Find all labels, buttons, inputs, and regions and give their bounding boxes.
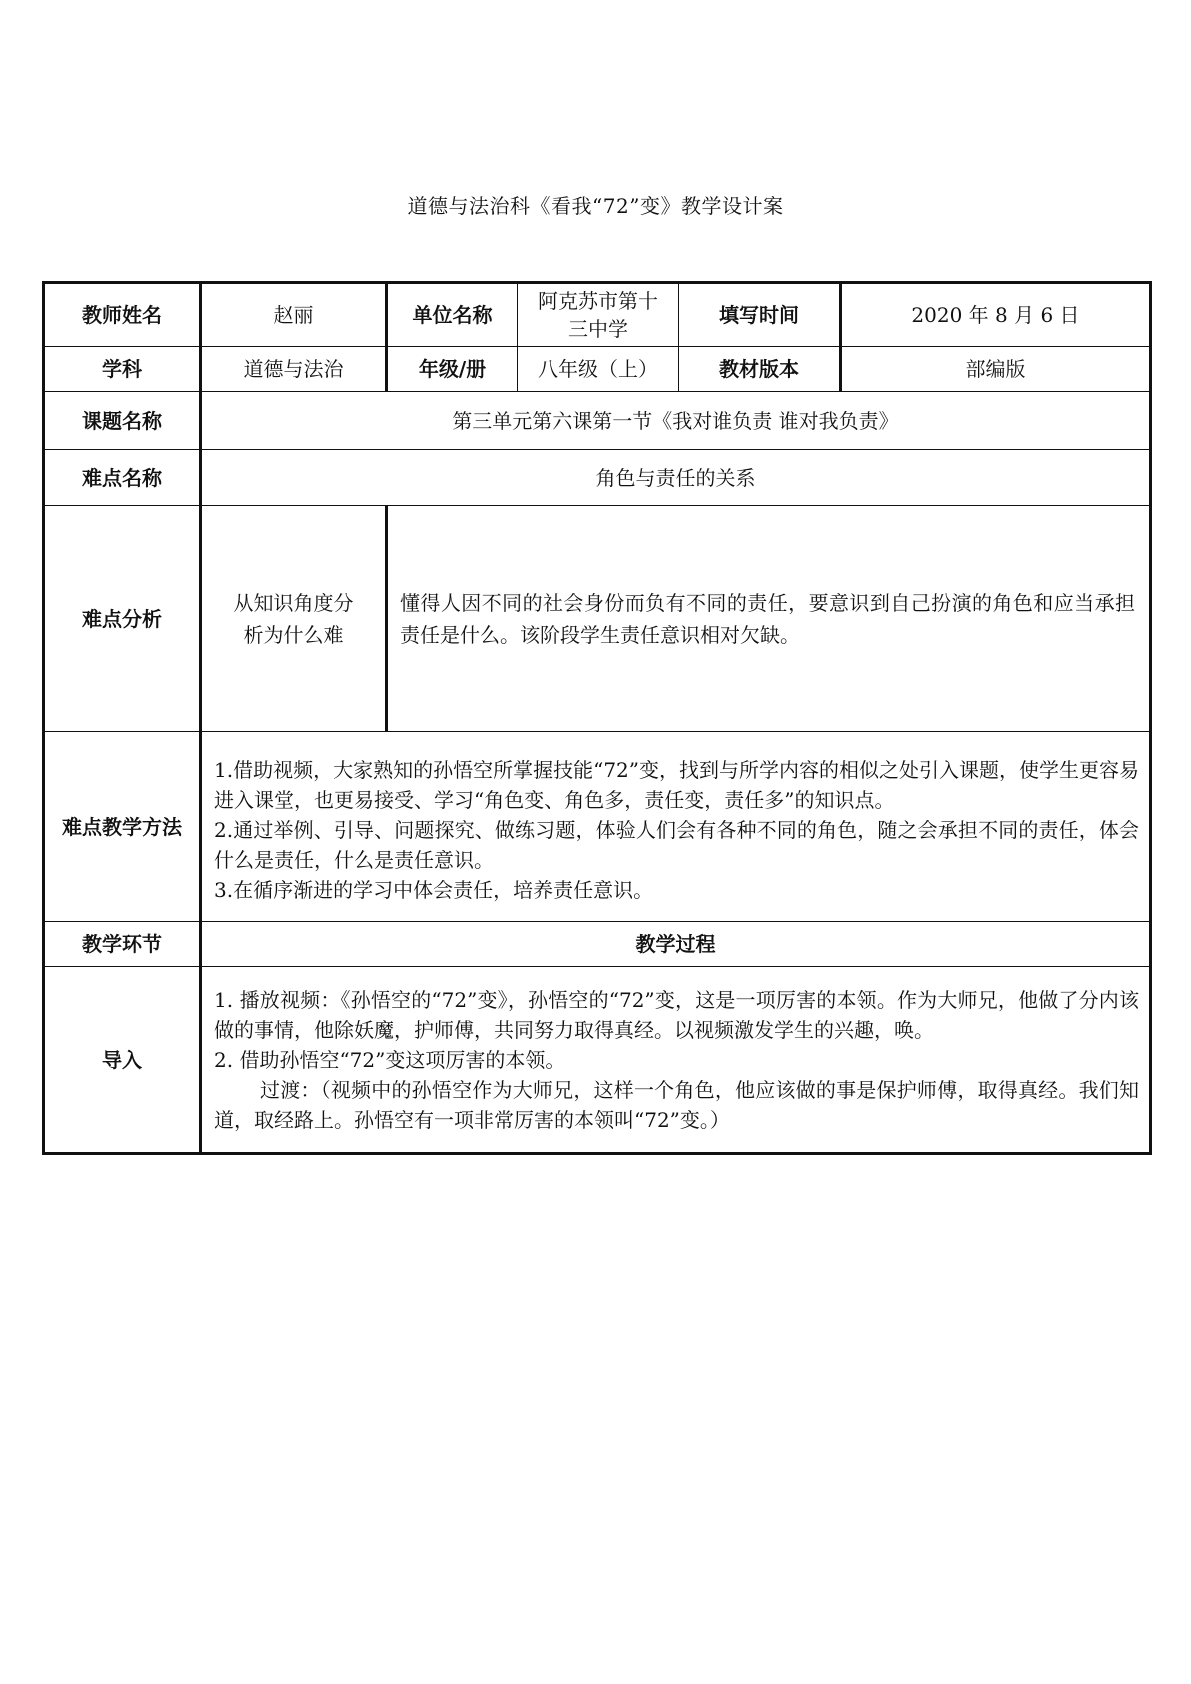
method-content (201, 732, 1151, 922)
edition-value: 部编版 (841, 347, 1151, 392)
analysis-label: 难点分析 (44, 506, 201, 732)
difficulty-value: 角色与责任的关系 (201, 450, 1151, 506)
difficulty-label: 难点名称 (44, 450, 201, 506)
subject-value: 道德与法治 (201, 347, 387, 392)
row-intro (44, 967, 1151, 1154)
grade-value: 八年级（上） (518, 347, 679, 392)
edition-label: 教材版本 (679, 347, 841, 392)
process-label: 教学过程 (201, 922, 1151, 967)
row-difficulty (44, 450, 1151, 506)
row-teacher (44, 283, 1151, 347)
lesson-plan-table (42, 281, 1152, 1155)
stage-label: 教学环节 (44, 922, 201, 967)
subject-label: 学科 (44, 347, 201, 392)
intro-item-2: 2. 借助孙悟空“72”变这项厉害的本领。 (214, 1047, 566, 1072)
row-method (44, 732, 1151, 922)
grade-label: 年级/册 (387, 347, 518, 392)
row-subject (44, 347, 1151, 392)
method-item-3: 3.在循序渐进的学习中体会责任，培养责任意识。 (214, 877, 654, 902)
method-item-2: 2.通过举例、引导、问题探究、做练习题，体验人们会有各种不同的角色，随之会承担不同的责任，体会什么是责任，什么是责任意识。 (214, 817, 1139, 872)
intro-label: 导入 (44, 967, 201, 1154)
analysis-value: 懂得人因不同的社会身份而负有不同的责任，要意识到自己扮演的角色和应当承担责任是什么。该阶段学生责任意识相对欠缺。 (387, 506, 1151, 732)
date-label: 填写时间 (679, 283, 841, 347)
teacher-label: 教师姓名 (44, 283, 201, 347)
document-title: 道德与法治科《看我“72”变》教学设计案 (407, 194, 784, 218)
topic-label: 课题名称 (44, 392, 201, 450)
method-item-1: 1.借助视频，大家熟知的孙悟空所掌握技能“72”变，找到与所学内容的相似之处引入课题，使学生更容易进入课堂，也更易接受、学习“角色变、角色多，责任变，责任多”的知识点。 (214, 757, 1139, 812)
row-analysis (44, 506, 1151, 732)
date-value: 2020 年 8 月 6 日 (841, 283, 1151, 347)
intro-item-3: 过渡：（视频中的孙悟空作为大师兄，这样一个角色，他应该做的事是保护师傅，取得真经。我们知道，取经路上。孙悟空有一项非常厉害的本领叫“72”变。） (214, 1077, 1139, 1132)
analysis-sublabel: 从知识角度分析为什么难 (201, 506, 387, 732)
method-label: 难点教学方法 (44, 732, 201, 922)
row-topic (44, 392, 1151, 450)
unit-label: 单位名称 (387, 283, 518, 347)
unit-value: 阿克苏市第十三中学 (518, 283, 679, 347)
teacher-value: 赵丽 (201, 283, 387, 347)
intro-item-1: 1. 播放视频：《孙悟空的“72”变》，孙悟空的“72”变，这是一项厉害的本领。作为大师兄，他做了分内该做的事情，他除妖魔，护师傅，共同努力取得真经。以视频激发学生的兴趣，唤。 (214, 987, 1139, 1042)
intro-content (201, 967, 1151, 1154)
row-stage-header (44, 922, 1151, 967)
topic-value: 第三单元第六课第一节《我对谁负责 谁对我负责》 (201, 392, 1151, 450)
